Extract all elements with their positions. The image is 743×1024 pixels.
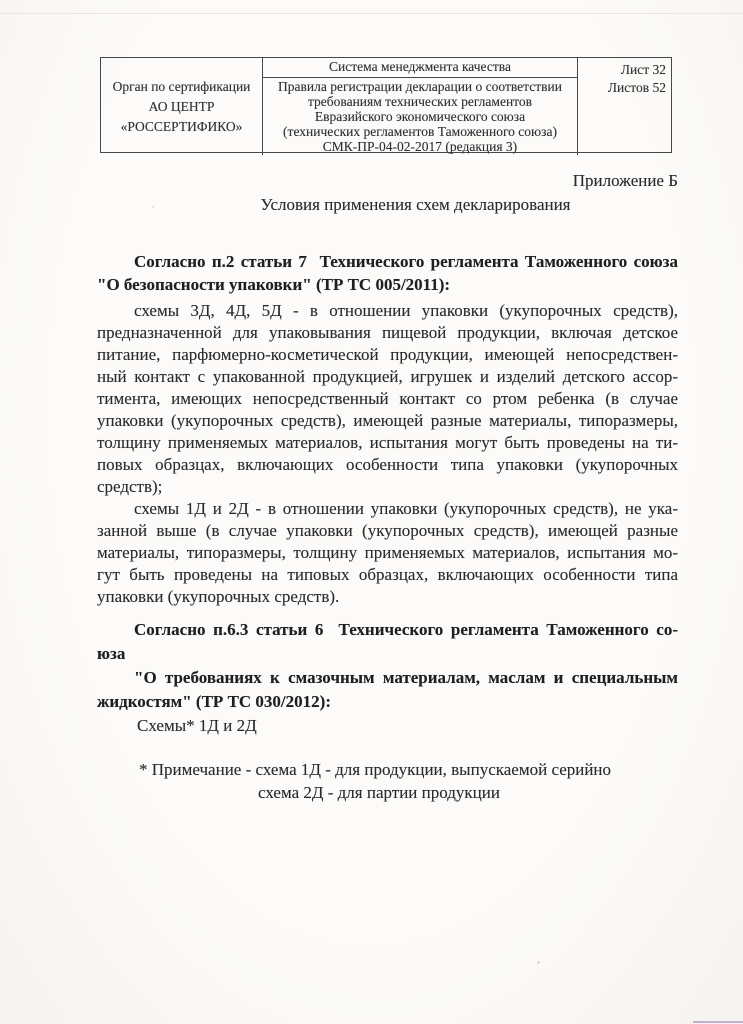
footnote-line: * Примечание - схема 1Д - для продукции, выпускаемой серийно [139, 760, 612, 779]
footnote [97, 758, 678, 804]
doc-title-line: Евразийского экономического союза [314, 109, 526, 124]
document-title-lines [263, 78, 577, 155]
heading-line: Согласно п.6.3 статьи 6 Технического регламента Таможенного со- [134, 620, 678, 639]
section1-body [97, 300, 678, 608]
heading-line: "О требованиях к смазочным материалам, маслам и специальным [134, 668, 678, 687]
scan-artifact-hairline [0, 13, 743, 14]
appendix-label: Приложение Б [572, 171, 678, 190]
section1-heading [97, 250, 678, 296]
doc-title-line: (технических регламентов Таможенного союза) [283, 124, 557, 139]
paragraph-line: тимента, имеющих непосредственный контакт со ртом ребенка (в случае [97, 389, 678, 408]
section2-heading [97, 618, 678, 714]
scan-speck [537, 961, 540, 964]
paragraph-line: гут быть проведены на типовых образцах, включающих особенности типа [97, 565, 678, 584]
doc-title-line: требованиям технических регламентов [307, 94, 533, 109]
org-line: «РОССЕРТИФИКО» [120, 118, 243, 134]
scan-artifact-bottom-edge [693, 1021, 743, 1023]
paragraph-line: толщину применяемых материалов, испытания могут быть проведены на ти- [97, 433, 678, 452]
paragraph-line: питание, парфюмерно-косметической продукции, имеющей непосредствен- [97, 345, 678, 364]
heading-line: "О безопасности упаковки" (ТР ТС 005/2011): [97, 275, 451, 294]
paragraph-line: схемы 1Д и 2Д - в отношении упаковки (укупорочных средств), не ука- [134, 499, 678, 518]
document-header-table [100, 57, 672, 153]
doc-code-line: СМК-ПР-04-02-2017 (редакция 3) [322, 139, 518, 154]
doc-title-line: Правила регистрации декларации о соответствии [278, 79, 562, 94]
schemes-line: Схемы* 1Д и 2Д [137, 716, 257, 735]
sheets-total: Листов 52 [607, 80, 666, 95]
heading-line: юза [97, 644, 126, 663]
org-line: АО ЦЕНТР [148, 98, 215, 114]
paragraph-line: занной выше (в случае упаковки (укупорочных средств), имеющей разные [97, 521, 678, 540]
paragraph-line: упаковки (укупорочных средств), имеющей разные материалы, типоразмеры, [97, 411, 678, 430]
paragraph-line: упаковки (укупорочных средств). [97, 587, 340, 606]
qms-title: Система менеджмента качества [263, 58, 577, 78]
sheet-numbers-cell [578, 58, 671, 155]
paragraph-line: схемы 3Д, 4Д, 5Д - в отношении упаковки (укупорочных средств), [134, 301, 678, 320]
document-title-cell [263, 58, 578, 155]
paragraph-line: предназначенной для упаковывания пищевой продукции, включая детское [97, 323, 678, 342]
paragraph-line: ный контакт с упакованной продукцией, игрушек и изделий детского ассор- [97, 367, 678, 386]
heading-line: жидкостям" (ТР ТС 030/2012): [97, 692, 331, 711]
sheet-number: Лист 32 [620, 62, 666, 77]
org-line: Орган по сертификации [112, 78, 251, 94]
paragraph-line: средств); [97, 477, 163, 496]
appendix-title: Условия применения схем декларирования [260, 195, 571, 214]
heading-line: Согласно п.2 статьи 7 Технического регламента Таможенного союза [134, 252, 678, 271]
paragraph-line: материалы, типоразмеры, толщину применяемых материалов, испытания мо- [97, 543, 678, 562]
paragraph-line: повых образцах, включающих особенности типа упаковки (укупорочных [97, 455, 678, 474]
footnote-line: схема 2Д - для партии продукции [258, 783, 500, 802]
certification-body-cell [101, 58, 263, 155]
